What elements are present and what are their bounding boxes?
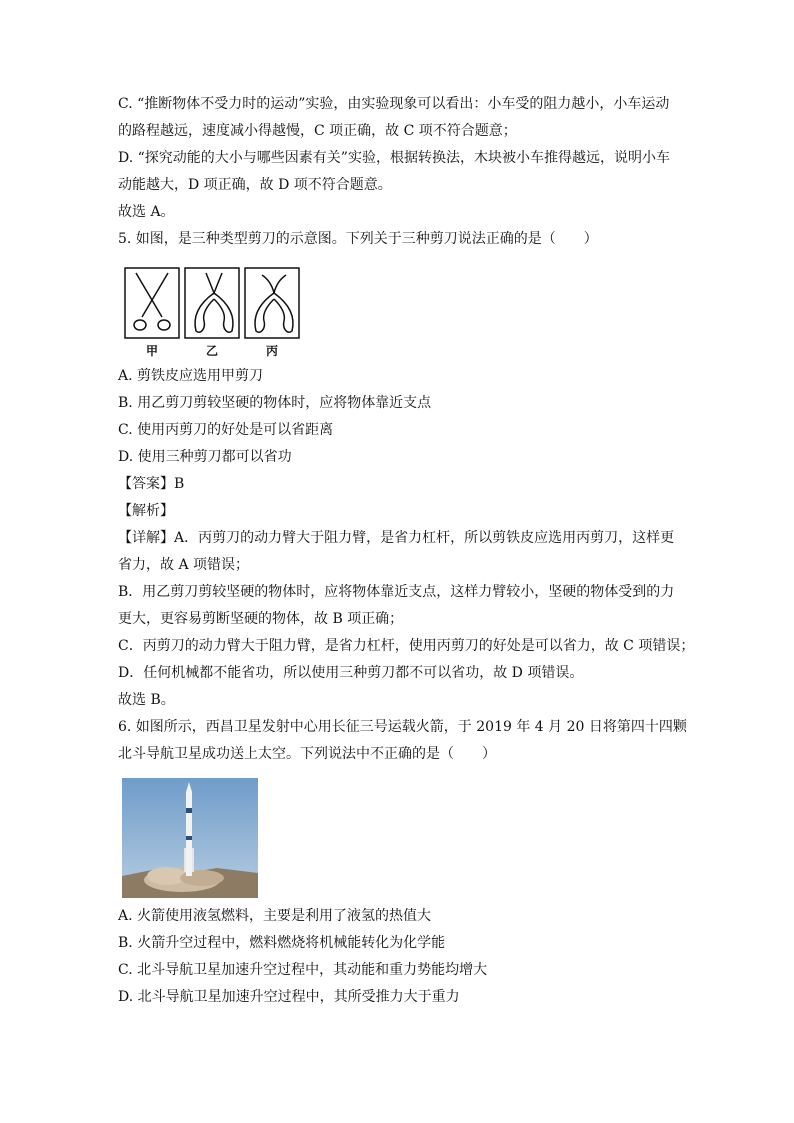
text-line: B．用乙剪刀剪较坚硬的物体时，应将物体靠近支点，这样力臂较小，坚硬的物体受到的力 [118,584,675,600]
option-c: C. 北斗导航卫星加速升空过程中，其动能和重力势能均增大 [118,962,488,978]
option-d: D. 使用三种剪刀都可以省功 [118,449,292,465]
text-line: 故选 B。 [118,692,175,708]
scissors-panel-yi [185,268,239,338]
text-line: 的路程越远，速度减小得越慢，C 项正确，故 C 项不符合题意； [118,123,517,139]
text-line: 故选 A。 [118,204,175,220]
question-5: 5. 如图，是三种类型剪刀的示意图。下列关于三种剪刀说法正确的是（ ） [118,231,598,247]
text-line: 北斗导航卫星成功送上太空。下列说法中不正确的是（ ） [118,746,496,762]
text-line: C. “推断物体不受力时的运动”实验，由实验现象可以看出：小车受的阻力越小，小车运动 [118,96,670,112]
question-6: 6. 如图所示，西昌卫星发射中心用长征三号运载火箭，于 2019 年 4 月 20 日将第四十四颗 [118,719,687,735]
text-line: 【详解】A．丙剪刀的动力臂大于阻力臂，是省力杠杆，所以剪铁皮应选用丙剪刀，这样更 [118,530,675,546]
text-line: D．任何机械都不能省功，所以使用三种剪刀都不可以省功，故 D 项错误。 [118,665,584,681]
scissors-label-bing: 丙 [265,344,279,358]
option-b: B. 火箭升空过程中，燃料燃烧将机械能转化为化学能 [118,935,446,951]
rocket-launch-photo [122,778,258,898]
option-a: A. 火箭使用液氢燃料，主要是利用了液氢的热值大 [118,908,432,924]
analysis-label: 【解析】 [118,503,174,519]
scissors-panel-jia [125,268,179,338]
scissors-label-jia: 甲 [145,344,159,358]
text-line: 更大，更容易剪断坚硬的物体，故 B 项正确； [118,611,404,627]
scissors-panel-bing [245,268,299,338]
option-c: C. 使用丙剪刀的好处是可以省距离 [118,422,334,438]
answer-label: 【答案】B [118,476,185,492]
text-line: 动能越大，D 项正确，故 D 项不符合题意。 [118,177,392,193]
text-line: C．丙剪刀的动力臂大于阻力臂，是省力杠杆，使用丙剪刀的好处是可以省力，故 C 项错误； [118,638,695,654]
option-a: A. 剪铁皮应选用甲剪刀 [118,368,264,384]
text-line: 省力，故 A 项错误； [118,557,250,573]
text-line: D. “探究动能的大小与哪些因素有关”实验，根据转换法，木块被小车推得越远，说明小车 [118,150,670,166]
option-b: B. 用乙剪刀剪较坚硬的物体时，应将物体靠近支点 [118,395,432,411]
scissors-figure [122,265,302,360]
scissors-label-yi: 乙 [205,344,219,358]
option-d: D. 北斗导航卫星加速升空过程中，其所受推力大于重力 [118,989,460,1005]
rocket-body [186,792,192,876]
